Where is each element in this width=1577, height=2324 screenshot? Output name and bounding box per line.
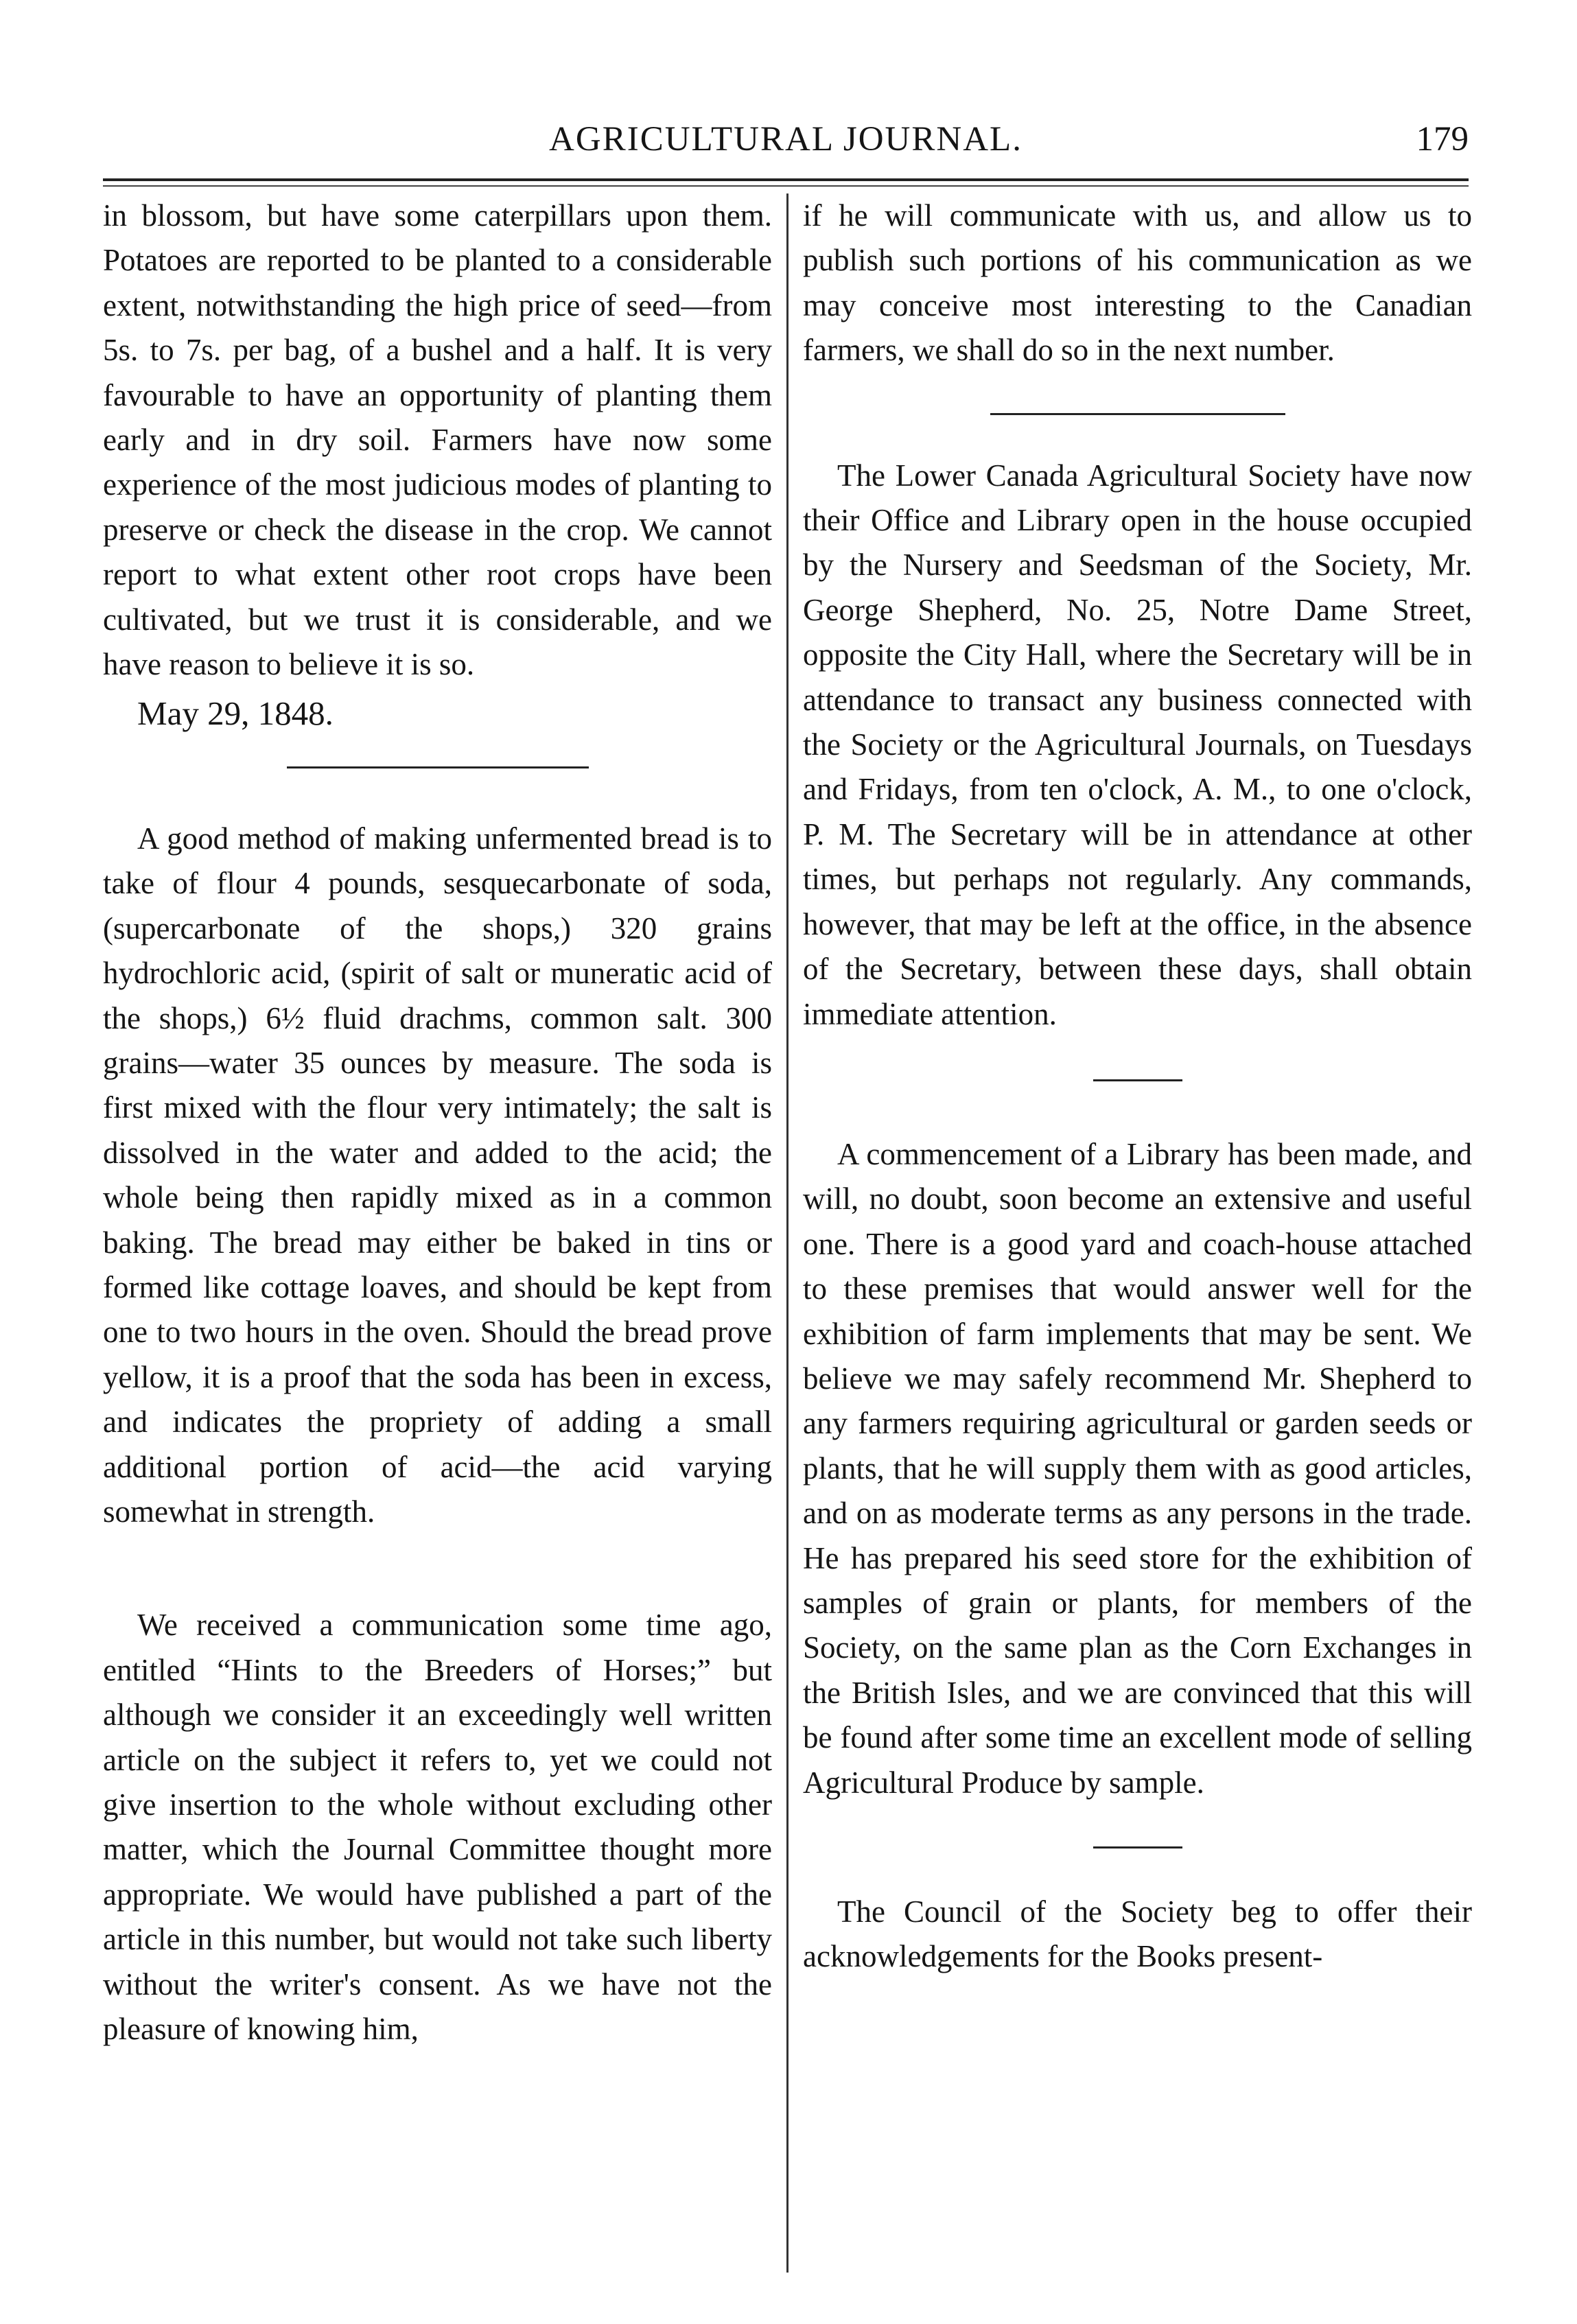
section-divider — [1093, 1079, 1182, 1081]
crop-report-paragraph: in blossom, but have some caterpillars upon them. Potatoes are reported to be planted to a considerable extent, notwithstanding the high price of seed—from 5s. to 7s. per bag, of a bushel and a half. It is very favourable to have an opportunity of planting them early and in dry soil. Farmers have now some experience of the most judicious modes of planting to preserve or check the disease in the crop. We cannot report to what extent other root crops have been cultivated, but we trust it is considerable, and we have reason to believe it is so. — [103, 198, 772, 682]
header-rule-thin — [103, 185, 1469, 187]
header-rule — [103, 178, 1469, 181]
council-acknowledgement-paragraph: The Council of the Society beg to offer their acknowledgements for the Books present- — [803, 1894, 1472, 1974]
library-paragraph: A commencement of a Library has been made, and will, no doubt, soon become an extensive and useful one. There is a good yard and coach-house attached to these premises that would answer well for the exhibition of farm implements that may be sent. We believe we may safely recommend Mr. Shepherd to any farmers requiring agricultural or garden seeds or plants, that he will supply them with as good articles, and on as moderate terms as any persons in the trade. He has prepared his seed store for the exhibition of samples of grain or plants, for members of the Society, on the same plan as the Corn Exchanges in the British Isles, and we are convinced that this will be found after some time an excellent mode of selling Agricultural Produce by sample. — [803, 1136, 1472, 1800]
section-divider — [990, 413, 1285, 415]
section-divider — [1093, 1846, 1182, 1848]
page-header — [103, 115, 1469, 163]
column-divider — [786, 193, 788, 2273]
page-number: 179 — [1416, 120, 1469, 159]
section-divider — [287, 766, 589, 768]
bread-recipe-paragraph: A good method of making unfermented bread is to take of flour 4 pounds, sesquecarbonate of soda, (supercarbonate of the shops,) 320 grains hydrochloric acid, (spirit of salt or muneratic acid of the shops,) 6½ fluid drachms, common salt. 300 grains—water 35 ounces by measure. The soda is first mixed with the flour very intimately; the salt is dissolved in the water and added to the acid; the whole being then rapidly mixed as in a common baking. The bread may either be baked in tins or formed like cottage loaves, and should be kept from one to two hours in the oven. Should the bread prove yellow, it is a proof that the soda has been in excess, and indicates the propriety of adding a small additional portion of acid—the acid varying somewhat in strength. — [103, 821, 772, 1529]
running-title: AGRICULTURAL JOURNAL. — [549, 120, 1023, 159]
left-column — [103, 193, 772, 2052]
right-column — [803, 193, 1472, 1980]
horses-communication-paragraph: We received a communication some time ago, entitled “Hints to the Breeders of Horses;” but although we consider it an exceedingly well written article on the subject it refers to, yet we could not give insertion to the whole without excluding other matter, which the Journal Committee thought more appropriate. We would have published a part of the article in this number, but would not take such liberty without the writer's consent. As we have not the pleasure of knowing him, — [103, 1608, 772, 2047]
society-office-paragraph: The Lower Canada Agricultural Society have now their Office and Library open in the house occupied by the Nursery and Seedsman of the Society, Mr. George Shepherd, No. 25, Notre Dame Street, opposite the City Hall, where the Secretary will be in attendance to transact any business connected with the Society or the Agricultural Journals, on Tuesdays and Fridays, from ten o'clock, A. M., to one o'clock, P. M. The Secretary will be in attendance at other times, but perhaps not regularly. Any commands, however, that may be left at the office, in the absence of the Secretary, between these days, shall obtain immediate attention. — [803, 458, 1472, 1031]
communication-continuation-paragraph: if he will communicate with us, and allow us to publish such portions of his communication as we may conceive most interesting to the Canadian farmers, we shall do so in the next number. — [803, 198, 1472, 368]
report-date: May 29, 1848. — [137, 694, 334, 733]
